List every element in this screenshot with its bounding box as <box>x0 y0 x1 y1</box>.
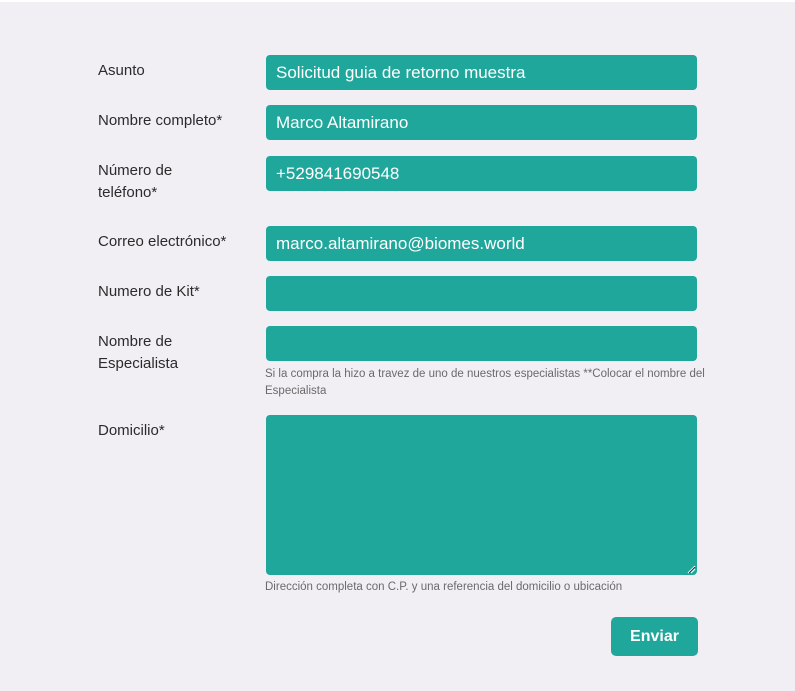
asunto-input[interactable] <box>266 55 697 90</box>
especialista-help-text: Si la compra la hizo a travez de uno de nuestros especialistas **Colocar el nombre del Especialista <box>265 368 705 397</box>
especialista-input[interactable] <box>266 326 697 361</box>
nombre-completo-input[interactable] <box>266 105 697 140</box>
kit-input[interactable] <box>266 276 697 311</box>
telefono-label-line2: teléfono* <box>98 184 158 201</box>
especialista-label <box>98 331 258 375</box>
especialista-label-line1: Nombre de <box>98 333 173 350</box>
telefono-label <box>98 160 258 204</box>
correo-input[interactable] <box>266 226 697 261</box>
resize-grip-icon[interactable] <box>686 564 696 574</box>
kit-label: Numero de Kit* <box>98 283 200 300</box>
domicilio-label: Domicilio* <box>98 422 165 439</box>
telefono-input[interactable] <box>266 156 697 191</box>
domicilio-help-text: Dirección completa con C.P. y una referencia del domicilio o ubicación <box>265 581 623 593</box>
especialista-label-line2: Especialista <box>98 355 179 372</box>
telefono-label-line1: Número de <box>98 162 173 179</box>
nombre-completo-label: Nombre completo* <box>98 112 223 129</box>
domicilio-textarea[interactable] <box>266 415 697 575</box>
asunto-label: Asunto <box>98 62 145 79</box>
enviar-button[interactable]: Enviar <box>611 617 698 656</box>
correo-label: Correo electrónico* <box>98 233 227 250</box>
